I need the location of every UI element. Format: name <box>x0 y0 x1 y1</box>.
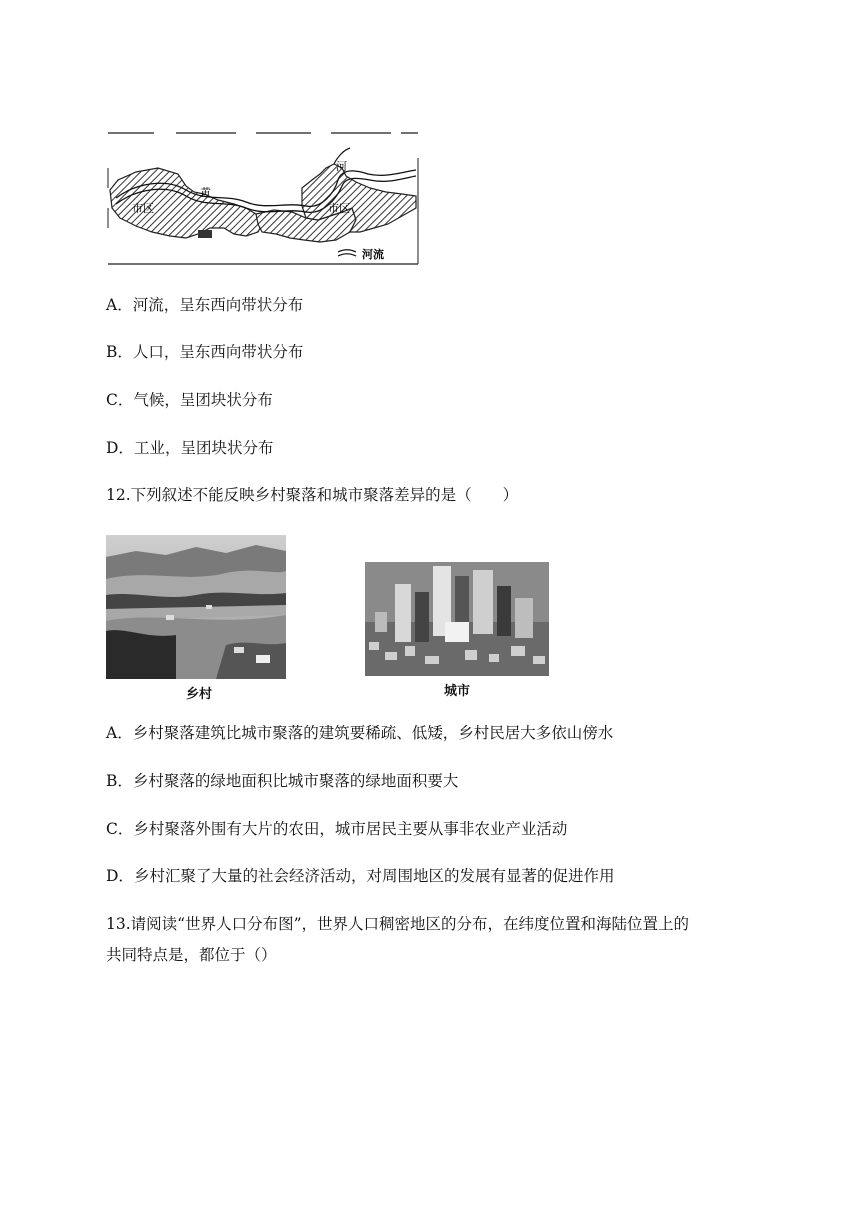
city-label-right: 市区 <box>328 202 350 215</box>
small-city-block <box>198 230 212 238</box>
q12-option-d: D．乡村汇聚了大量的社会经济活动，对周围地区的发展有显著的促进作用 <box>106 867 615 885</box>
legend-river-symbol <box>338 250 356 252</box>
q11-option-c: C．气候，呈团块状分布 <box>106 391 273 409</box>
q11-option-b: B．人口，呈东西向带状分布 <box>106 343 304 361</box>
rural-photo <box>106 535 286 679</box>
q12-option-c: C．乡村聚落外围有大片的农田，城市居民主要从事非农业产业活动 <box>106 820 568 838</box>
q11-option-a: A．河流，呈东西向带状分布 <box>106 296 304 314</box>
q12-option-a: A．乡村聚落建筑比城市聚落的建筑要稀疏、低矮，乡村民居大多依山傍水 <box>106 724 614 742</box>
q13-stem-line1: 13.请阅读“世界人口分布图”，世界人口稠密地区的分布，在纬度位置和海陆位置上的 <box>106 915 690 933</box>
river-label-huang: 黄 <box>200 186 211 199</box>
city-river-map <box>106 128 420 270</box>
urban-photo <box>365 562 549 676</box>
city-label-left: 市区 <box>132 202 154 215</box>
urban-photo-caption: 城市 <box>444 684 471 699</box>
q12-stem: 12.下列叙述不能反映乡村聚落和城市聚落差异的是（ ） <box>106 486 519 504</box>
q13-stem-line2: 共同特点是，都位于（） <box>106 946 277 964</box>
q11-option-d: D．工业，呈团块状分布 <box>106 439 274 457</box>
city-river-map-drawing <box>106 128 420 270</box>
q12-option-b: B．乡村聚落的绿地面积比城市聚落的绿地面积要大 <box>106 772 459 790</box>
river-label-he: 河 <box>336 160 347 173</box>
legend-label: 河流 <box>362 248 384 261</box>
rural-photo-caption: 乡村 <box>186 687 213 702</box>
